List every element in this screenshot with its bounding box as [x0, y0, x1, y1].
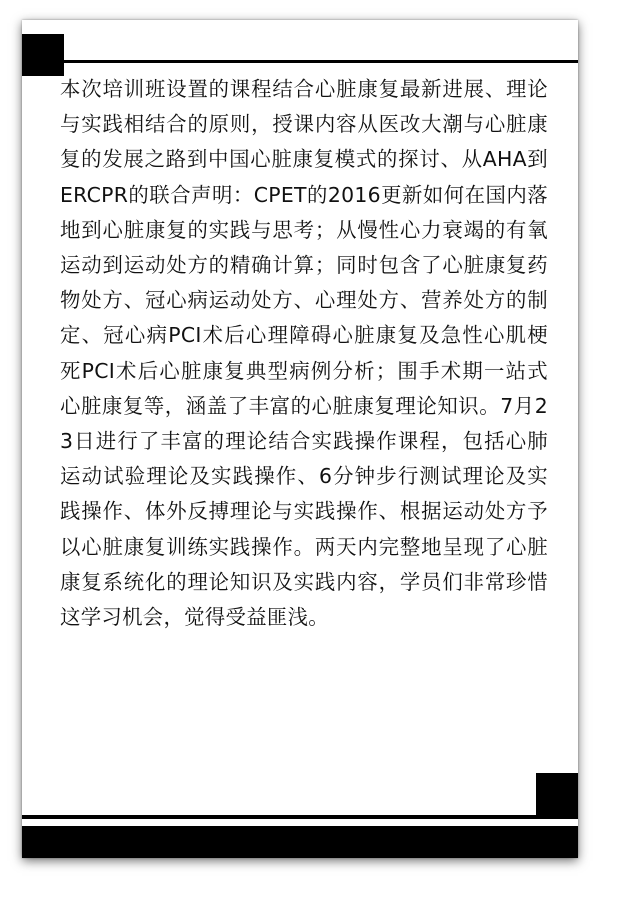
- bottom-thick-border-bar: [22, 826, 578, 858]
- top-left-corner-block: [22, 34, 64, 76]
- bottom-thin-border-line: [22, 815, 578, 819]
- bottom-right-corner-block: [536, 773, 578, 815]
- top-border-line: [64, 60, 578, 63]
- article-card: [22, 20, 578, 858]
- article-paragraph: 本次培训班设置的课程结合心脏康复最新进展、理论与实践相结合的原则，授课内容从医改大潮与心脏康复的发展之路到中国心脏康复模式的探讨、从AHA到ERCPR的联合声明：CPET的2016更新如何在国内落地到心脏康复的实践与思考；从慢性心力衰竭的有氧运动到运动处方的精确计算；同时包含了心脏康复药物处方、冠心病运动处方、心理处方、营养处方的制定、冠心病PCI术后心理障碍心脏康复及急性心肌梗死PCI术后心脏康复典型病例分析；围手术期一站式心脏康复等，涵盖了丰富的心脏康复理论知识。7月23日进行了丰富的理论结合实践操作课程，包括心肺运动试验理论及实践操作、6分钟步行测试理论及实践操作、体外反搏理论与实践操作、根据运动处方予以心脏康复训练实践操作。两天内完整地呈现了心脏康复系统化的理论知识及实践内容，学员们非常珍惜这学习机会，觉得受益匪浅。: [60, 77, 548, 630]
